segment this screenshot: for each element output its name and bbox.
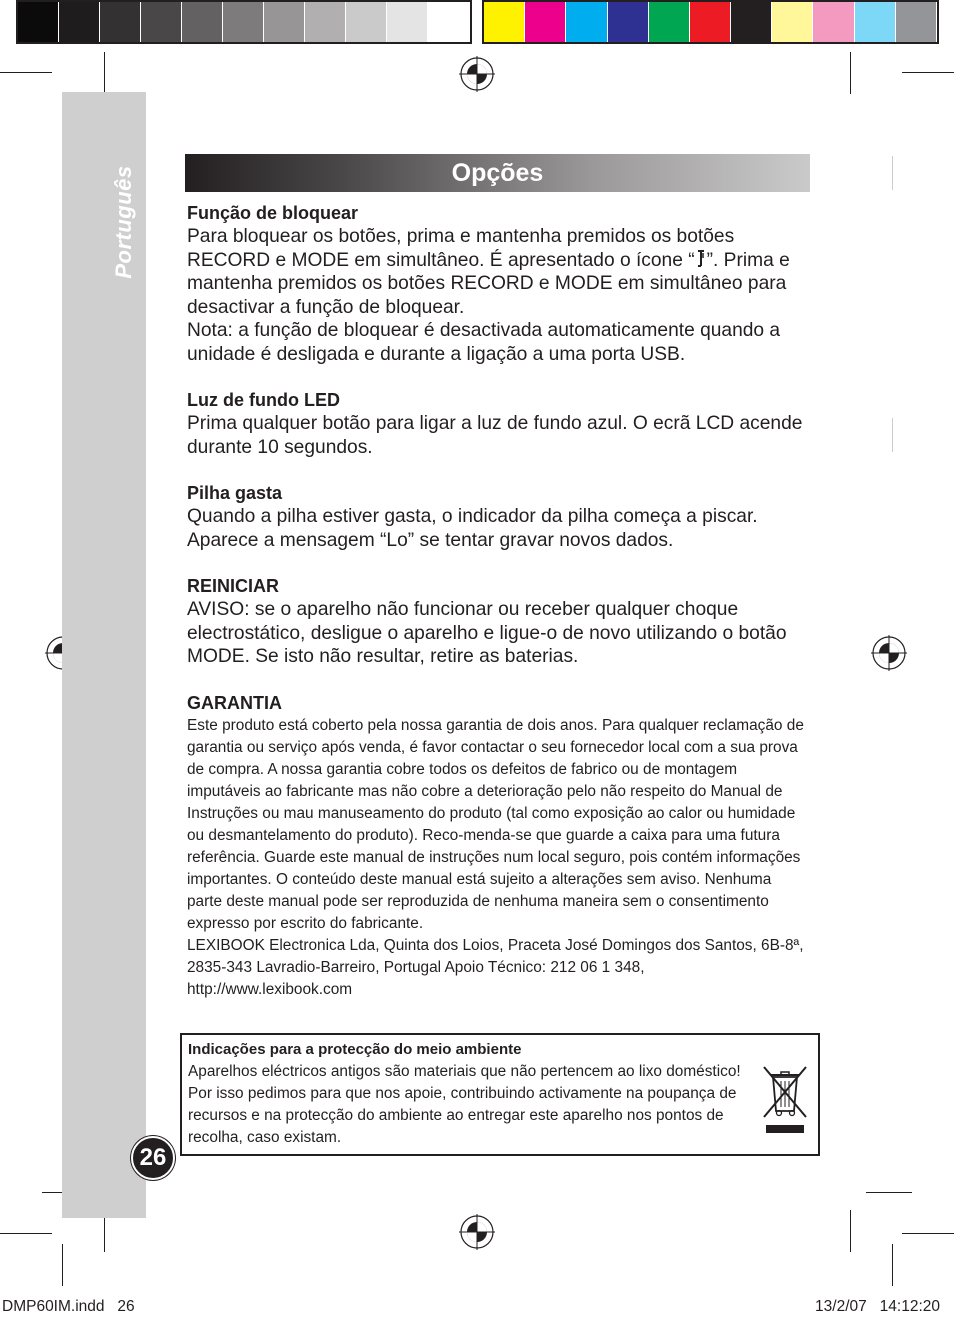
- body-text: ”. Prima e mantenha premidos os botões RECORD e MODE em simultâneo para desactivar a função de bloquear.: [187, 249, 790, 318]
- crop-mark: [0, 1233, 52, 1234]
- gray-swatch: [346, 2, 387, 42]
- section-body: Este produto está coberto pela nossa garantia de dois anos. Para qualquer reclamação de garantia ou serviço após venda, é favor contactar o seu fornecedor local com a sua prova de compra. A nossa garantia cobre todos os defeitos de fabrico ou de montagem imputáveis ao fabricante mas não cobre a deterioração pelo não respeito do Manual de Instruções ou mau manuseamento do produto (tal como exposição ao calor ou humidade ou desmantelamento do produto). Reco-menda-se que guarde a caixa para uma futura referência. Guarde este manual de instruções num local seguro, pois contém informações importantes. O conteúdo deste manual está sujeito a alterações sem aviso. Nenhuma parte deste manual pode ser reproduzida de nenhuma maneira sem o consentimento expresso por escrito do fabricante.: [187, 716, 804, 932]
- main-content: [187, 202, 807, 1001]
- crop-mark: [892, 1244, 893, 1286]
- section-title: GARANTIA: [187, 692, 282, 713]
- gray-swatch: [18, 2, 59, 42]
- gray-swatch: [387, 2, 428, 42]
- environment-notice-box: [180, 1033, 820, 1156]
- section-warranty: [187, 692, 807, 1001]
- section-reset: [187, 575, 807, 669]
- section-lock-function: [187, 202, 807, 366]
- page-number-badge: 26: [131, 1136, 175, 1180]
- color-swatch: [690, 2, 731, 42]
- page-title: Opções: [451, 158, 544, 187]
- section-low-battery: [187, 482, 807, 552]
- section-title: Pilha gasta: [187, 483, 283, 503]
- sidebar-language-label: Português: [111, 165, 136, 279]
- color-calibration-bar: [484, 2, 937, 42]
- color-swatch: [649, 2, 690, 42]
- gray-swatch: [59, 2, 100, 42]
- footer-timestamp: 13/2/07 14:12:20: [815, 1298, 940, 1315]
- body-text: Para bloquear os botões, prima e mantenha premidos os botões RECORD e MODE em simultâneo. É apresentado o ícone “: [187, 226, 735, 271]
- gray-swatch: [428, 2, 469, 42]
- section-body: [187, 225, 807, 319]
- environment-title: Indicações para a protecção do meio ambiente: [188, 1041, 522, 1058]
- lock-icon: [695, 249, 707, 269]
- registration-mark-icon: [459, 1214, 495, 1250]
- section-body: Prima qualquer botão para ligar a luz de fundo azul. O ecrã LCD acende durante 10 segundos.: [187, 413, 803, 458]
- color-swatch: [566, 2, 607, 42]
- registration-mark-icon: [459, 56, 495, 92]
- crop-mark: [892, 156, 893, 190]
- crop-mark: [850, 1210, 851, 1252]
- weee-symbol: [762, 1063, 808, 1135]
- color-swatch: [813, 2, 854, 42]
- color-swatch: [896, 2, 937, 42]
- section-note: Nota: a função de bloquear é desactivada automaticamente quando a unidade é desligada e durante a ligação a uma porta USB.: [187, 320, 781, 365]
- crop-mark: [0, 72, 52, 73]
- registration-mark-icon: [871, 635, 907, 671]
- gray-swatch: [182, 2, 223, 42]
- section-body: AVISO: se o aparelho não funcionar ou receber qualquer choque electrostático, desligue o aparelho e ligue-o de novo utilizando o botão MODE. Se isto não resultar, retire as baterias.: [187, 599, 787, 667]
- footer-file-info: DMP60IM.indd 26: [2, 1298, 135, 1315]
- section-title: REINICIAR: [187, 576, 280, 596]
- color-swatch: [855, 2, 896, 42]
- crop-mark: [850, 52, 851, 94]
- crop-mark: [902, 72, 954, 73]
- color-swatch: [772, 2, 813, 42]
- section-title: Luz de fundo LED: [187, 390, 340, 410]
- section-header-bar: [185, 154, 810, 192]
- crossed-bin-icon: [762, 1063, 808, 1135]
- gray-swatch: [223, 2, 264, 42]
- section-led-backlight: [187, 389, 807, 459]
- gray-swatch: [264, 2, 305, 42]
- crop-mark: [902, 1233, 954, 1234]
- grayscale-calibration-bar: [18, 2, 470, 42]
- gray-swatch: [100, 2, 141, 42]
- crop-mark: [104, 52, 105, 94]
- company-address: LEXIBOOK Electronica Lda, Quinta dos Loios, Praceta José Domingos dos Santos, 6B-8ª, 2835-343 Lavradio-Barreiro, Portugal Apoio Técnico: 212 06 1 348, http://www.lexibook.com: [187, 936, 804, 998]
- color-swatch: [484, 2, 525, 42]
- color-swatch: [731, 2, 772, 42]
- color-swatch: [608, 2, 649, 42]
- color-swatch: [525, 2, 566, 42]
- section-body: Quando a pilha estiver gasta, o indicador da pilha começa a piscar. Aparece a mensagem “Lo” se tentar gravar novos dados.: [187, 506, 758, 551]
- crop-mark: [892, 418, 893, 452]
- environment-body: Aparelhos eléctricos antigos são materiais que não pertencem ao lixo doméstico! Por isso pedimos para que nos apoie, contribuindo activamente na poupança de recursos e na protecção do ambiente ao entregar este aparelho nos pontos de recolha, caso existam.: [188, 1063, 741, 1146]
- crop-mark: [62, 1244, 63, 1286]
- gray-swatch: [141, 2, 182, 42]
- section-title: Função de bloquear: [187, 203, 359, 223]
- crop-mark: [866, 1192, 912, 1193]
- gray-swatch: [305, 2, 346, 42]
